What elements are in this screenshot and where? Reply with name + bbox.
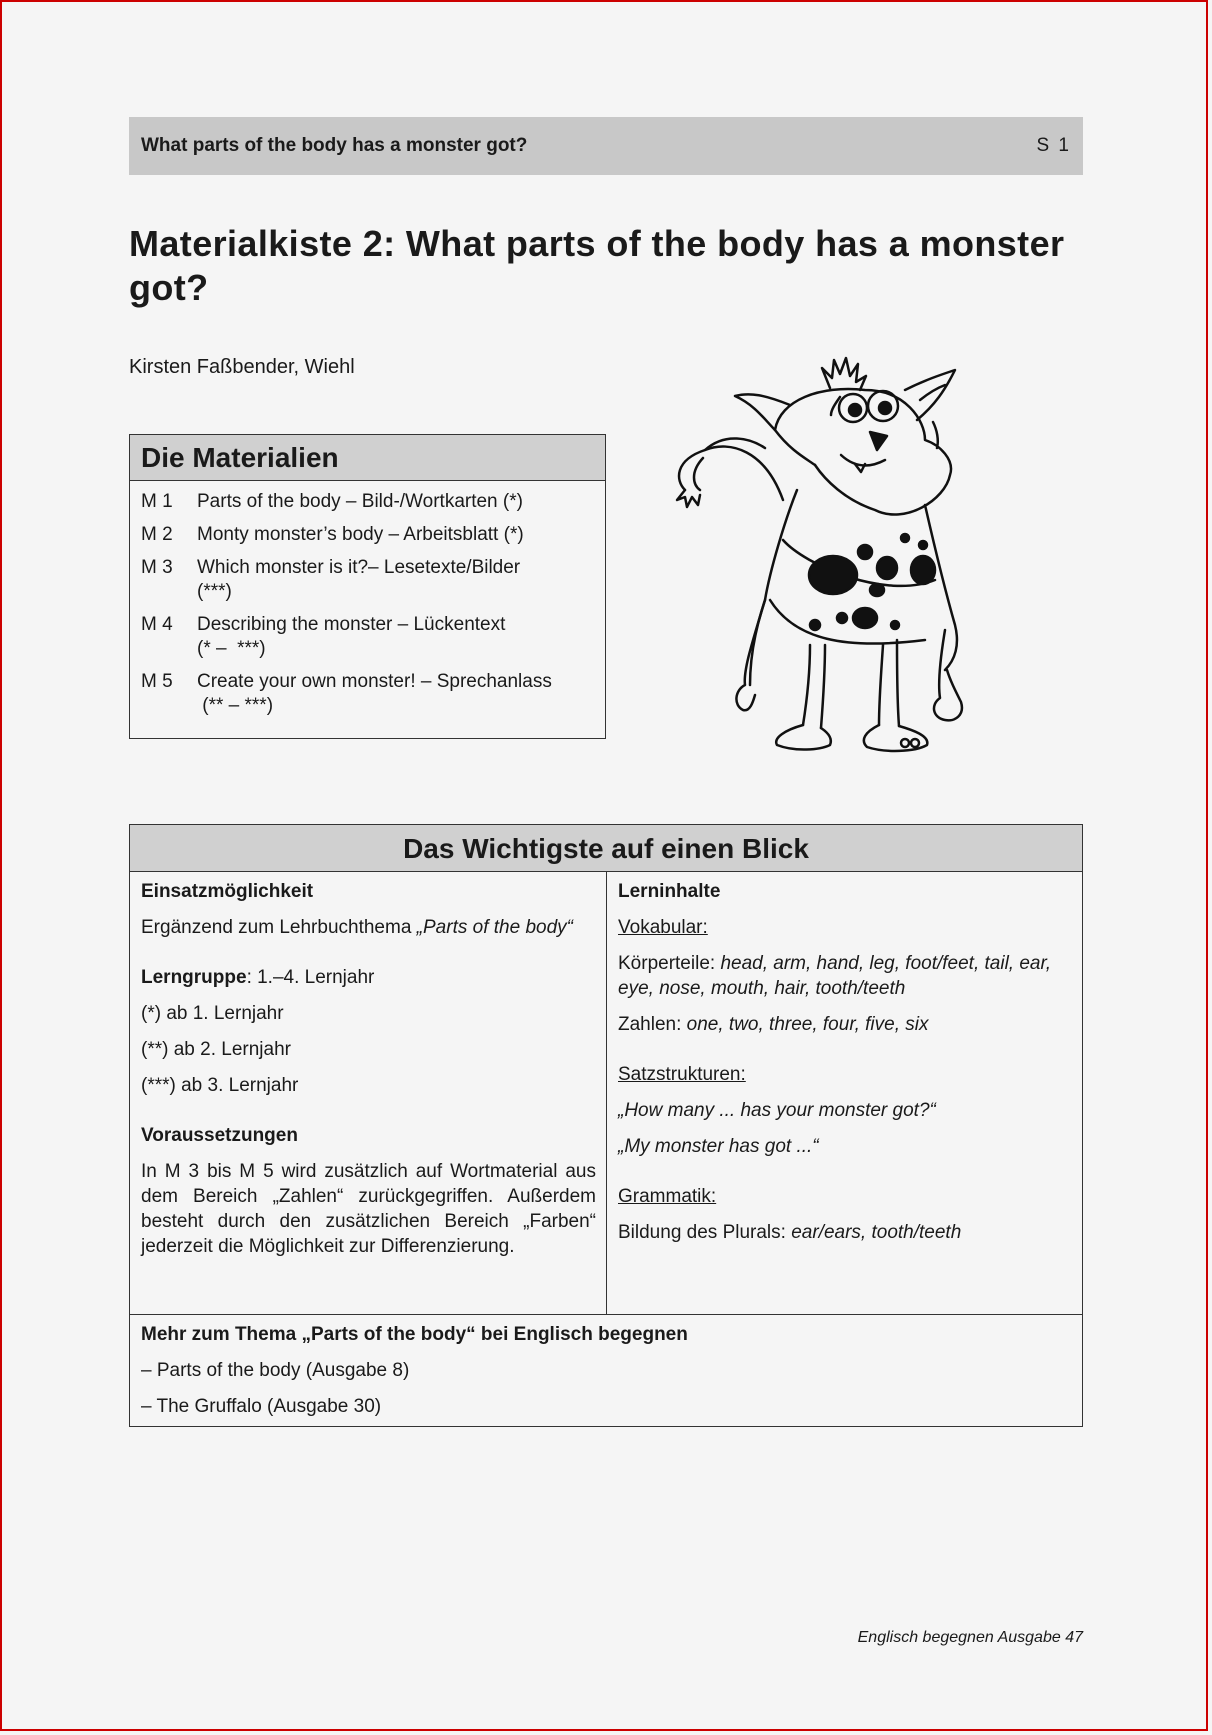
material-text: Parts of the body – Bild-/Wortkarten (*) <box>197 491 523 512</box>
material-number: M 3 <box>141 557 173 578</box>
header-code: S 1 <box>1036 135 1071 156</box>
material-number: M 1 <box>141 491 173 512</box>
use-text: Ergänzend zum Lehrbuchthema „Parts of the body“ <box>141 917 573 938</box>
header-title: What parts of the body has a monster got? <box>141 135 528 156</box>
numbers: Zahlen: one, two, three, four, five, six <box>618 1014 929 1035</box>
material-item <box>130 613 605 661</box>
more-section <box>130 1315 1082 1419</box>
more-item: – The Gruffalo (Ausgabe 30) <box>141 1396 382 1417</box>
structures-label: Satzstrukturen: <box>618 1064 746 1085</box>
footer: Englisch begegnen Ausgabe 47 <box>857 1629 1083 1646</box>
author: Kirsten Faßbender, Wiehl <box>129 356 355 378</box>
page-title: Materialkiste 2: What parts of the body has a monster got? <box>129 223 1065 308</box>
material-text: Monty monster’s body – Arbeitsblatt (*) <box>197 524 524 545</box>
more-item: – Parts of the body (Ausgabe 8) <box>141 1360 410 1381</box>
material-level: (* – ***) <box>197 638 266 659</box>
vocab-label: Vokabular: <box>618 917 708 938</box>
material-level: (** – ***) <box>197 695 274 716</box>
overview-left-column <box>130 872 607 1314</box>
material-item <box>130 556 605 604</box>
level-item: (*) ab 1. Lernjahr <box>141 1003 284 1024</box>
structure-item: „How many ... has your monster got?“ <box>618 1100 936 1121</box>
requirements-heading: Voraussetzungen <box>141 1125 298 1146</box>
material-level: (***) <box>197 581 232 602</box>
materials-box <box>129 434 606 739</box>
material-number: M 4 <box>141 614 173 635</box>
material-number: M 2 <box>141 524 173 545</box>
level-item: (**) ab 2. Lernjahr <box>141 1039 291 1060</box>
material-item <box>130 523 605 547</box>
overview-heading: Das Wichtigste auf einen Blick <box>130 825 1082 872</box>
grammar-text: Bildung des Plurals: ear/ears, tooth/teeth <box>618 1222 962 1243</box>
materials-heading: Die Materialien <box>130 435 605 481</box>
material-text: Create your own monster! – Sprechanlass <box>197 671 552 692</box>
material-text: Which monster is it?– Lesetexte/Bilder <box>197 557 521 578</box>
structure-item: „My monster has got ...“ <box>618 1136 819 1157</box>
material-number: M 5 <box>141 671 173 692</box>
use-heading: Einsatzmöglichkeit <box>141 881 314 902</box>
body-parts: Körperteile: head, arm, hand, leg, foot/feet, tail, ear, eye, nose, mouth, hair, tooth/teeth <box>618 953 1052 999</box>
overview-table <box>129 824 1083 1427</box>
monster-illustration <box>655 340 1035 770</box>
requirements-text: In M 3 bis M 5 wird zusätzlich auf Wortmaterial aus dem Bereich „Zahlen“ zurückgegriffen. Außerdem besteht durch den zusätzlichen Bereich „Farben“ jederzeit die Möglichkeit zur Differenzierung. <box>141 1161 596 1257</box>
material-item <box>130 670 605 718</box>
contents-heading: Lerninhalte <box>618 881 721 902</box>
material-text: Describing the monster – Lückentext <box>197 614 506 635</box>
more-heading: Mehr zum Thema „Parts of the body“ bei Englisch begegnen <box>141 1324 688 1345</box>
header-bar <box>129 117 1083 175</box>
overview-right-column <box>607 872 1082 1314</box>
learner-group: Lerngruppe: 1.–4. Lernjahr <box>141 967 375 988</box>
grammar-label: Grammatik: <box>618 1186 717 1207</box>
level-item: (***) ab 3. Lernjahr <box>141 1075 299 1096</box>
material-item <box>130 490 605 514</box>
